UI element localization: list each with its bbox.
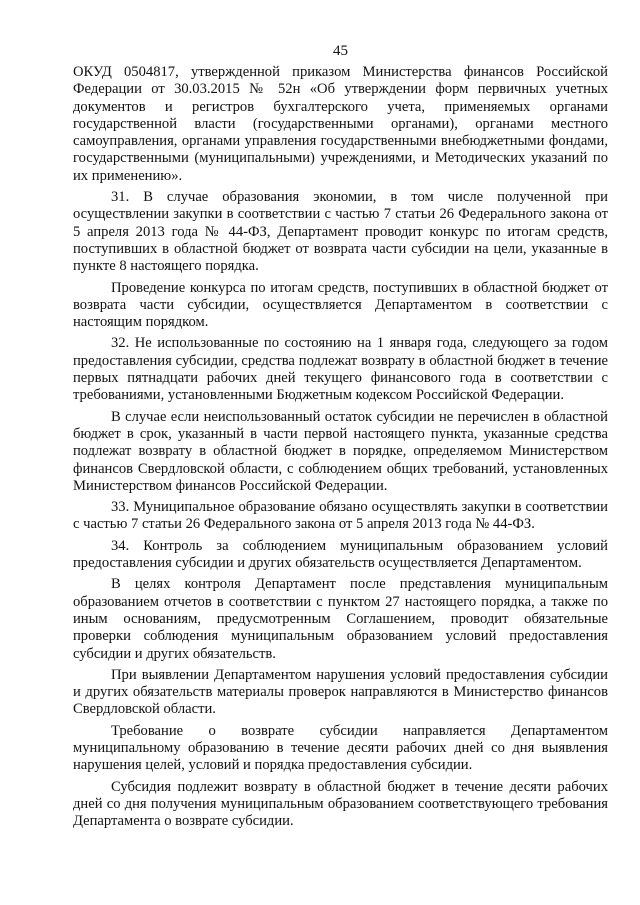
paragraph-contest-procedure: Проведение конкурса по итогам средств, поступивших в областной бюджет от возврата части субсидии, осуществляется Департаментом в соответствии с настоящим порядком. [73,279,608,331]
paragraph-33: 33. Муниципальное образование обязано осуществлять закупки в соответствии с частью 7 статьи 26 Федерального закона от 5 апреля 2013 года № 44-ФЗ. [73,499,608,533]
paragraph-34: 34. Контроль за соблюдением муниципальным образованием условий предоставления субсидии и других обязательств осуществляется Департаментом. [73,537,608,572]
paragraph-return-demand: Требование о возврате субсидии направляется Департаментом муниципальному образованию в течение десяти рабочих дней со дня выявления нарушения целей, условий и порядка предоставления субсидии. [73,722,608,774]
paragraph-31: 31. В случае образования экономии, в том числе полученной при осуществлении закупки в соответствии с частью 7 статьи 26 Федерального закона от 5 апреля 2013 года № 44-ФЗ, Департамент проводит конкурс по итогам средств, поступивших в областной бюджет от возврата части субсидии на цели, указанные в пункте 8 настоящего порядка. [73,189,608,275]
page-number: 45 [333,43,348,59]
paragraph-return-deadline: Субсидия подлежит возврату в областной бюджет в течение десяти рабочих дней со дня получения муниципальным образованием соответствующего требования Департамента о возврате субсидии. [73,778,608,830]
paragraph-control-checks: В целях контроля Департамент после представления муниципальным образованием отчетов в соответствии с пунктом 27 настоящего порядка, а также по иным основаниям, предусмотренным Соглашением, проводит обязательные проверки соблюдения муниципальным образованием условий предоставления субсидии и других обязательств. [73,576,608,662]
paragraph-unused-balance: В случае если неиспользованный остаток субсидии не перечислен в областной бюджет в срок, указанный в части первой настоящего пункта, указанные средства подлежат возврату в областной бюджет в порядке, определяемом Министерством финансов Свердловской области, с соблюдением общих требований, установленных Министерством финансов Российской Федерации. [73,408,608,494]
paragraph-violations: При выявлении Департаментом нарушения условий предоставления субсидии и других обязательств материалы проверок направляются в Министерство финансов Свердловской области. [73,666,608,718]
paragraph-okud-continuation: ОКУД 0504817, утвержденной приказом Министерства финансов Российской Федерации от 30.03.2015 № 52н «Об утверждении форм первичных учетных документов и регистров бухгалтерского учета, применяемых органами государственной власти (государственными органами), органами местного самоуправления, органами управления государственными внебюджетными фондами, государственными (муниципальными) учреждениями, и Методических указаний по их применению». [73,64,608,184]
paragraph-32: 32. Не использованные по состоянию на 1 января года, следующего за годом предоставления субсидии, средства подлежат возврату в областной бюджет в течение первых пятнадцати рабочих дней текущего финансового года в соответствии с требованиями, установленными Бюджетным кодексом Российской Федерации. [73,335,608,404]
document-body [73,64,608,830]
